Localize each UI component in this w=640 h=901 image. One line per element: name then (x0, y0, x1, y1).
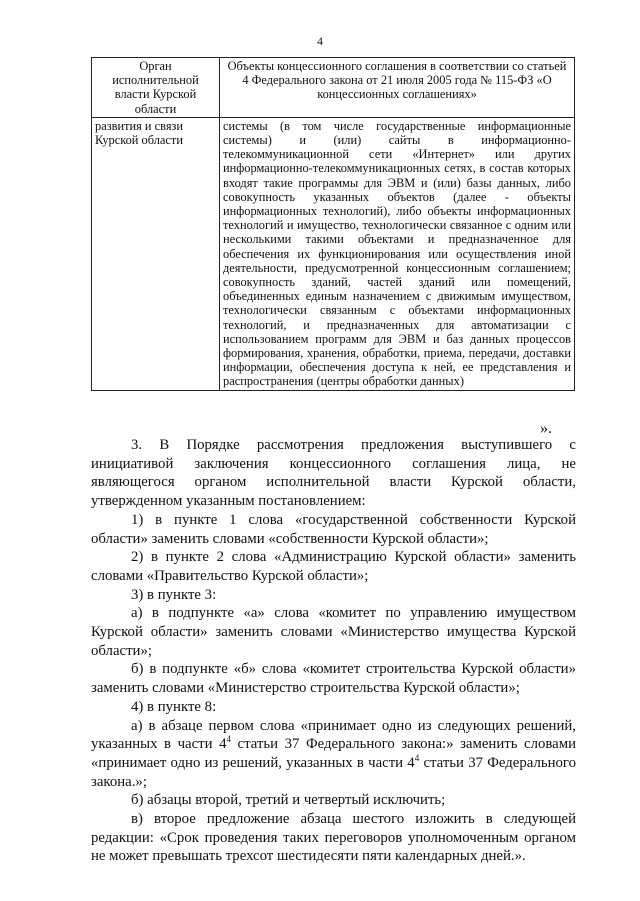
paragraph: б) абзацы второй, третий и четвертый исключить; (131, 792, 446, 809)
table-header-row (92, 58, 575, 118)
paragraph-8a (91, 717, 576, 792)
closing-quote: ». (540, 420, 552, 437)
paragraph: 4) в пункте 8: (131, 698, 217, 715)
paragraph: в) второе предложение абзаца шестого изложить в следующей редакции: «Срок проведения таких переговоров уполномоченным органом не может превышать трехсот шестидесяти пяти календарных дней.». (91, 811, 576, 865)
superscript: 4 (414, 752, 420, 763)
header-authority: Орган исполнительной власти Курской области (92, 58, 220, 118)
table-row (92, 117, 575, 390)
concession-objects-table (91, 57, 575, 391)
cell-authority: развития и связи Курской области (92, 117, 220, 390)
paragraph: 1) в пункте 1 слова «государственной собственности Курской области» заменить словами «собственности Курской области»; (91, 511, 576, 547)
paragraph: а) в подпункте «а» слова «комитет по управлению имуществом Курской области» заменить словами «Министерство имущества Курской области»; (91, 605, 576, 659)
para-8a-part1: а) в абзаце первом слова «принимает одно из следующих решений, указанных в части 4 (91, 717, 576, 753)
paragraph: 2) в пункте 2 слова «Администрацию Курской области» заменить словами «Правительство Курской области»; (91, 549, 576, 584)
page-number: 4 (317, 34, 323, 48)
para-8a-part2: статьи 37 Федерального закона:» заменить словами «принимает одно из решений, указанных в части 4 (91, 736, 577, 771)
cell-objects: системы (в том числе государственные информационные системы) и (или) сайты в информационно-телекоммуникационной сети «Интернет» или других информационно-телекоммуникационных сетях, в состав которых входят такие программы для ЭВМ и (или) базы данных, либо совокупность указанных объектов (далее - объекты информационных технологий), либо объекты информационных технологий и имущество, технологически связанное с одним или несколькими такими объектами и предназначенное для обеспечения их функционирования или осуществления иной деятельности, предусмотренной концессионным соглашением; совокупность зданий, частей зданий или помещений, объединенных единым назначением с движимым имуществом, технологически связанным с объектами информационных технологий, и предназначенных для автоматизации с использованием программ для ЭВМ и баз данных процессов формирования, хранения, обработки, приема, передачи, доставки информации, обеспечения доступа к ней, ее представления и распространения (центры обработки данных) (220, 117, 575, 390)
paragraph: 3. В Порядке рассмотрения предложения выступившего с инициативой заключения концессионного соглашения лица, не являющегося органом исполнительной власти Курской области, утвержденном указанным постановлением: (91, 437, 576, 510)
para-8a-part3: статьи 37 Федерального закона.»; (91, 754, 577, 790)
body-text (91, 436, 576, 866)
paragraph: 3) в пункте 3: (131, 586, 217, 603)
header-objects: Объекты концессионного соглашения в соответствии со статьей 4 Федерального закона от 21 июля 2005 года № 115-ФЗ «О концессионных соглашениях» (220, 58, 575, 118)
paragraph: б) в подпункте «б» слова «комитет строительства Курской области» заменить словами «Министерство строительства Курской области»; (91, 661, 576, 697)
superscript: 4 (226, 734, 231, 745)
